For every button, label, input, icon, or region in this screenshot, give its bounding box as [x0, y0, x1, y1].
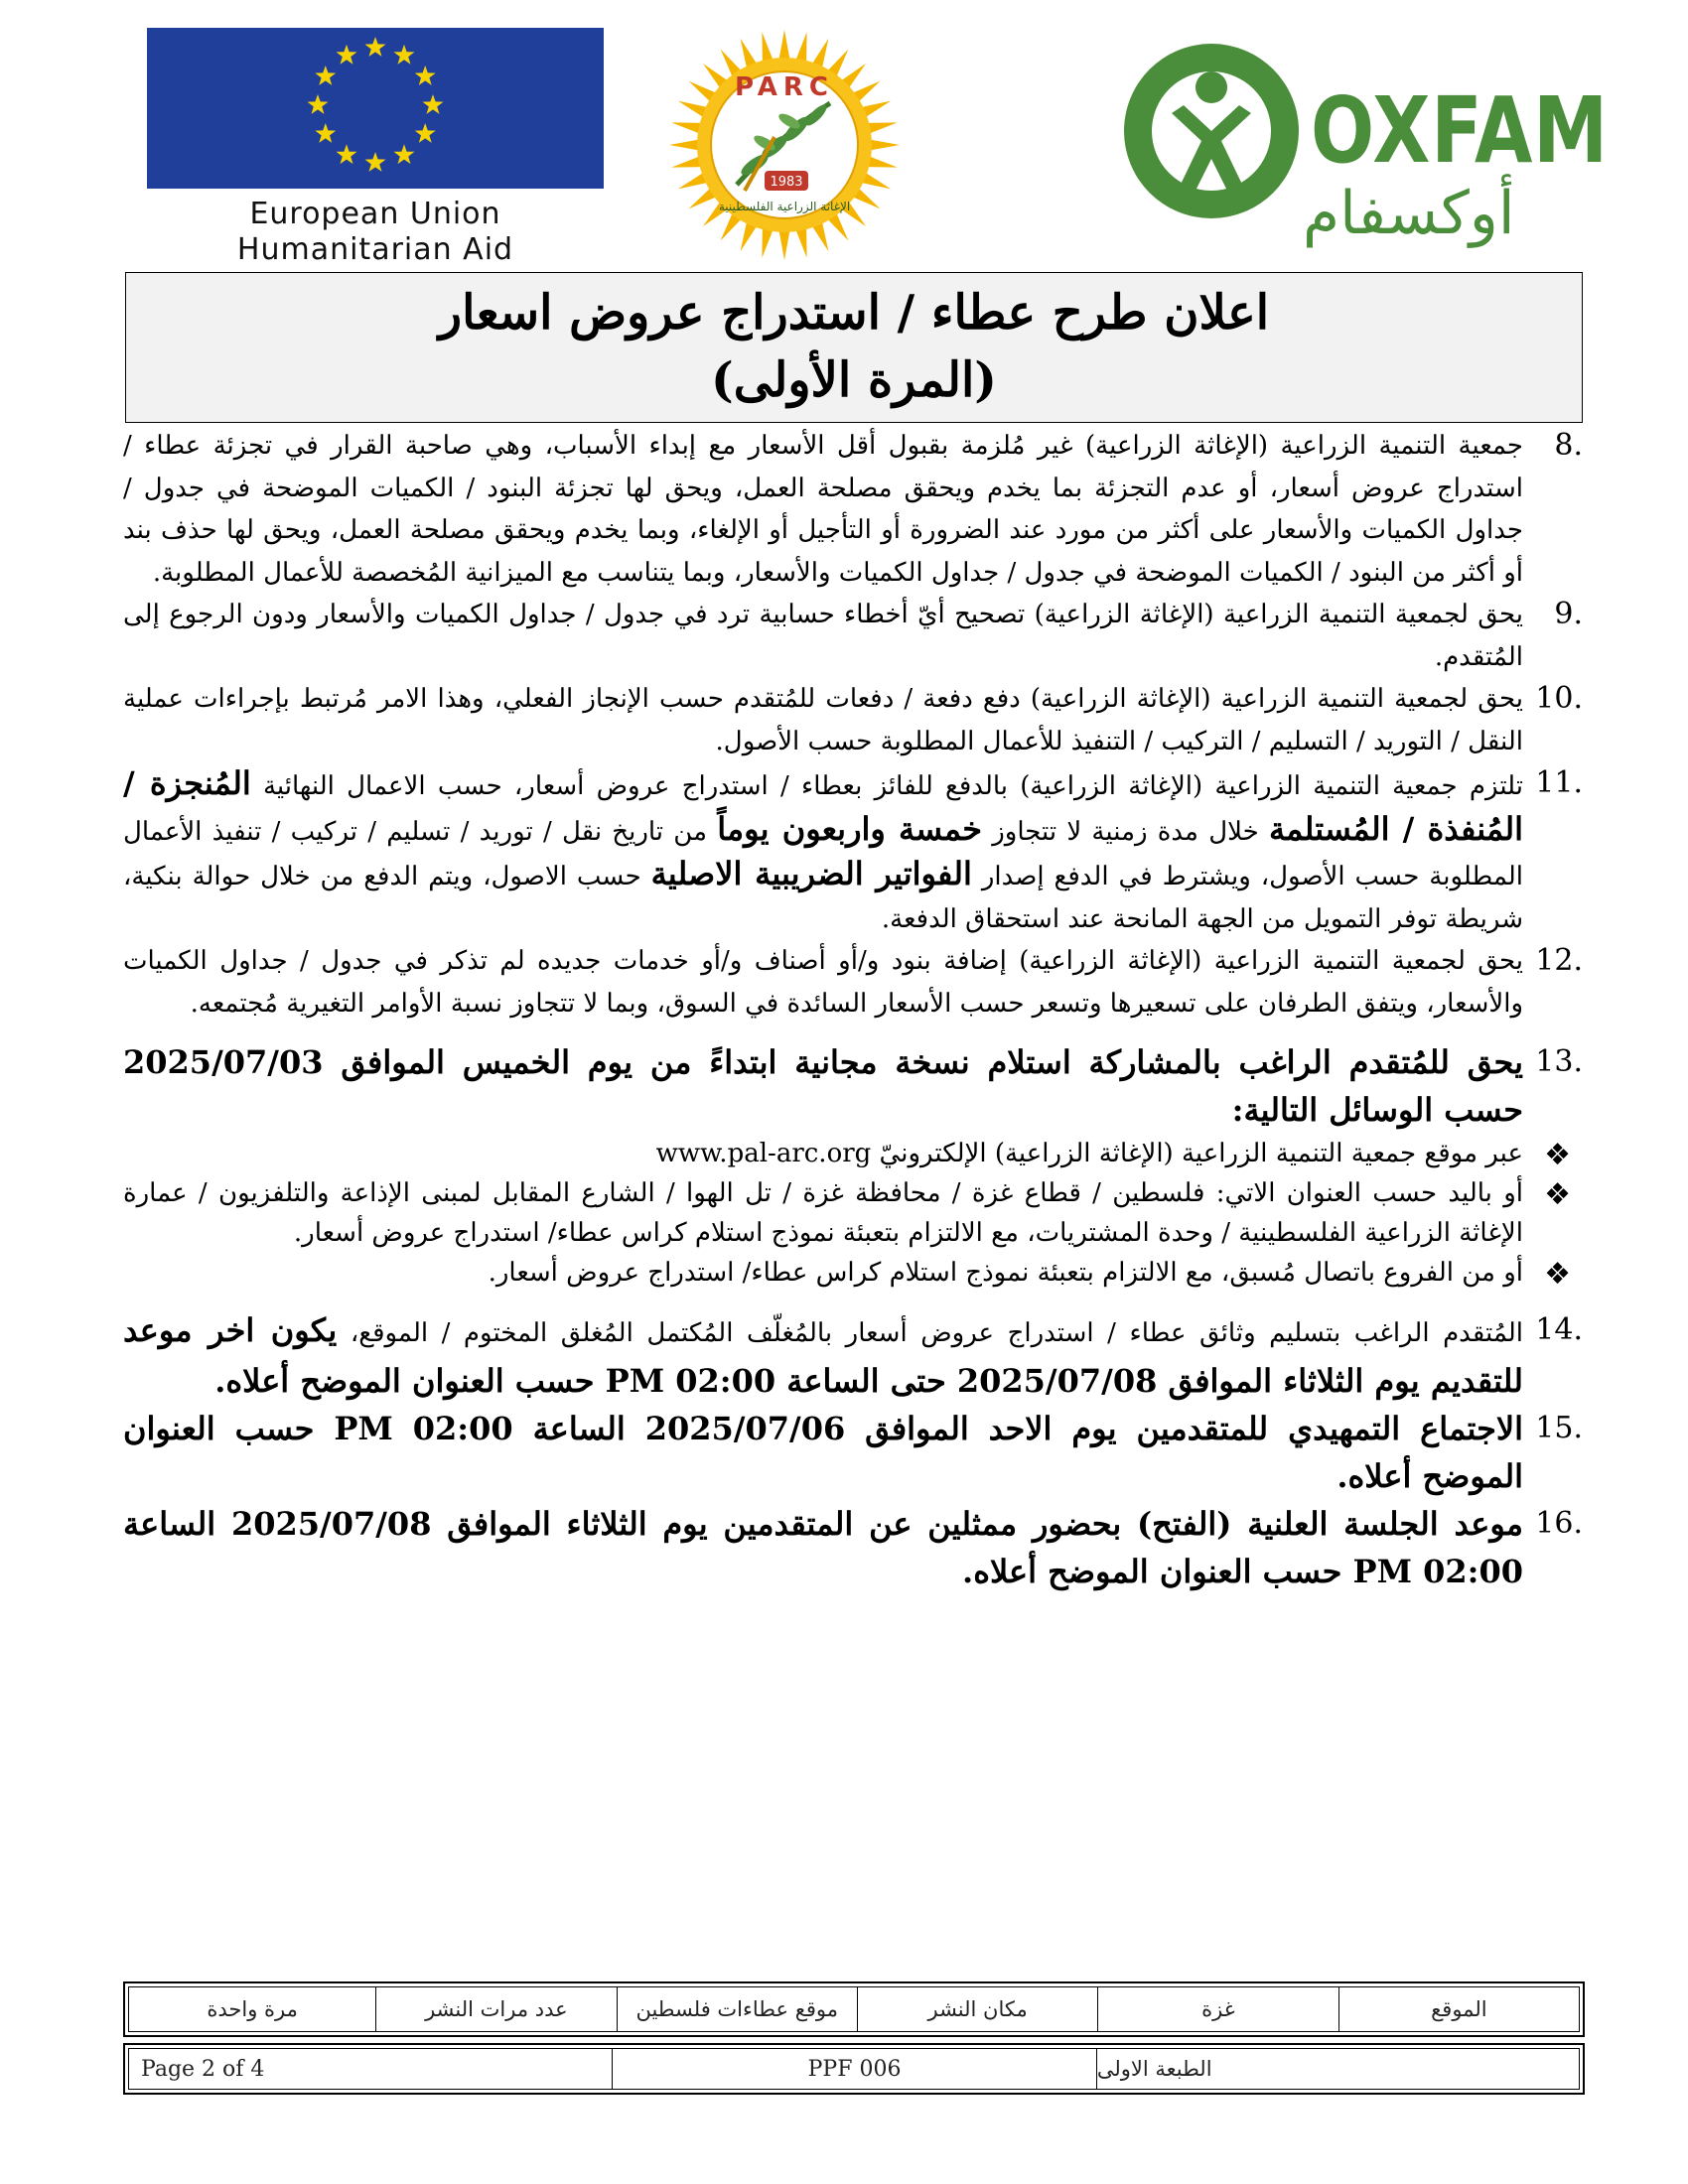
sun-ray-icon	[778, 30, 790, 62]
footer-cell: مرة واحدة	[207, 1997, 298, 2021]
logo-bar	[139, 20, 1610, 267]
eu-star-icon	[394, 144, 415, 164]
oxfam-logo	[1122, 32, 1610, 260]
term-text: الاجتماع التمهيدي للمتقدمين يوم الاحد الموافق 2025/07/06 الساعة 02:00 PM حسب العنوان الموضح أعلاه.	[123, 1410, 1524, 1495]
eu-humanitarian-aid-logo	[147, 28, 604, 268]
method-branches	[123, 1253, 1583, 1293]
eu-star-icon	[315, 66, 336, 85]
term-14	[123, 1306, 1583, 1405]
term-10	[123, 678, 1583, 762]
eu-logo-caption	[147, 197, 604, 268]
parc-logo	[626, 26, 943, 264]
term-number: 12.	[1535, 943, 1583, 978]
term-text: يحق لجمعية التنمية الزراعية (الإغاثة الزراعية) دفع دفعة / دفعات للمُتقدم حسب الإنجاز الفعلي، وهذا الامر مُرتبط بإجراءات عملية النقل / التوريد / التسليم / التركيب / التنفيذ للأعمال المطلوبة حسب الأصول.	[123, 684, 1523, 756]
diamond-bullet-icon: ❖	[1544, 1257, 1571, 1292]
eu-star-icon	[308, 94, 329, 114]
term-text: يحق للمُتقدم الراغب بالمشاركة استلام نسخة مجانية ابتداءً من يوم الخميس الموافق 2025/07/03 حسب الوسائل التالية:	[123, 1043, 1523, 1129]
announcement-subtitle: (المرة الأولى)	[710, 352, 997, 408]
sun-ray-icon	[868, 139, 900, 151]
form-code-cell: PPF 006	[612, 2049, 1096, 2089]
term-text: حسب الاصول، ويتم الدفع من خلال حوالة بنكية، شريطة توفر التمويل من الجهة المانحة عند استحقاق الدفعة.	[123, 862, 1523, 934]
term-12	[123, 940, 1583, 1024]
term-16	[123, 1500, 1583, 1595]
oxfam-wordmark: OXFAM	[1311, 77, 1610, 184]
term-text: موعد الجلسة العلنية (الفتح) بحضور ممثلين عن المتقدمين يوم الثلاثاء الموافق 2025/07/08 الساعة 02:00 PM حسب العنوان الموضح أعلاه.	[123, 1505, 1524, 1590]
document-info-table	[123, 2043, 1585, 2095]
publication-info-table	[123, 1981, 1585, 2037]
eu-star-icon	[415, 66, 436, 85]
eu-star-icon	[337, 45, 357, 65]
diamond-bullet-icon: ❖	[1544, 1177, 1571, 1212]
term-number: 11.	[1535, 765, 1583, 800]
term-text: يحق لجمعية التنمية الزراعية (الإغاثة الزراعية) إضافة بنود و/أو أصناف و/أو خدمات جديده لم تذكر في جدول / جداول الكميات والأسعار، ويتفق الطرفان على تسعيرها وتسعر حسب الأسعار السائدة في السوق، وبما لا تتجاوز نسبة الأوامر التغيرية مُجتمعه.	[123, 946, 1523, 1019]
footer-cell: مكان النشر	[857, 1987, 1097, 2031]
term-text: جمعية التنمية الزراعية (الإغاثة الزراعية) غير مُلزمة بقبول أقل الأسعار مع إبداء الأسباب، وهي صاحبة القرار في تجزئة عطاء / استدراج عروض أسعار، أو عدم التجزئة بما يخدم ويحقق مصلحة العمل، ويحق لها تجزئة البنود / الكميات الموضحة في جدول / جداول الكميات والأسعار على أكثر من مورد عند الضرورة أو التأجيل أو الإلغاء، وبما يخدم ويحقق مصلحة العمل، ويحق لها حذف بند أو أكثر من البنود / الكميات الموضحة في جدول / جداول الكميات والأسعار، وبما يتناسب مع الميزانية المُخصصة للأعمال المطلوبة.	[123, 431, 1523, 588]
announcement-title-box	[125, 272, 1583, 423]
eu-star-icon	[337, 144, 357, 164]
term-emphasis: يكون اخر موعد للتقديم يوم الثلاثاء الموافق 2025/07/08 حتى الساعة 02:00 PM حسب العنوان الموضح أعلاه.	[123, 1311, 1523, 1400]
terms-list	[123, 425, 1583, 1595]
eu-star-icon	[315, 123, 336, 143]
term-text: المُتقدم الراغب بتسليم وثائق عطاء / استدراج عروض أسعار بالمُغلّف المُكتمل المُغلق المختوم / الموقع،	[337, 1318, 1523, 1348]
method-text: أو من الفروع باتصال مُسبق، مع الالتزام بتعبئة نموذج استلام كراس عطاء/ استدراج عروض أسعار.	[488, 1258, 1523, 1288]
term-number: 13.	[1535, 1044, 1583, 1079]
term-11	[123, 762, 1583, 940]
method-by-hand	[123, 1173, 1583, 1253]
eu-star-icon	[394, 45, 415, 65]
term-emphasis: المُنجزة / المُنفذة / المُستلمة	[123, 764, 1524, 848]
footer-cell: موقع عطاءات فلسطين	[617, 1987, 857, 2031]
eu-caption-line1: European Union	[249, 197, 501, 231]
footer-cell: الموقع	[1338, 1987, 1579, 2031]
eu-star-icon	[365, 37, 386, 57]
term-number: 16.	[1535, 1506, 1583, 1541]
method-text: أو باليد حسب العنوان الاتي: فلسطين / قطاع غزة / محافظة غزة / تل الهوا / الشارع المقابل لمبنى الإذاعة والتلفزيون / عمارة الإغاثة الزراعية الفلسطينية / وحدة المشتريات، مع الالتزام بتعبئة نموذج استلام كراس عطاء/ استدراج عروض أسعار.	[123, 1178, 1523, 1248]
eu-star-icon	[423, 94, 444, 114]
term-number: 14.	[1535, 1312, 1583, 1347]
term-emphasis: الفواتير الضريبية الاصلية	[650, 855, 972, 892]
term-number: 9.	[1554, 597, 1583, 631]
edition-cell: الطبعة الاولى	[1096, 2049, 1579, 2089]
footer-cell: عدد مرات النشر	[375, 1987, 616, 2031]
term-text: من تاريخ نقل / توريد / تسليم / تركيب / تنفيذ الأعمال المطلوبة حسب الأصول، ويشترط في الدفع إصدار	[123, 816, 1523, 891]
term-15	[123, 1405, 1583, 1500]
eu-flag	[147, 28, 604, 189]
parc-sun-emblem-icon	[626, 26, 943, 264]
method-website	[123, 1134, 1583, 1173]
term-number: 8.	[1554, 428, 1583, 463]
oxfam-figure-icon	[1122, 32, 1301, 230]
term-emphasis: خمسة واربعون يوماً	[717, 809, 982, 848]
oxfam-arabic-wordmark: أوكسفام	[1303, 179, 1515, 248]
eu-star-icon	[415, 123, 436, 143]
term-number: 15.	[1535, 1411, 1583, 1445]
diamond-bullet-icon: ❖	[1544, 1138, 1571, 1172]
sun-ray-icon	[669, 139, 701, 151]
eu-caption-line2: Humanitarian Aid	[236, 232, 514, 267]
term-text: يحق لجمعية التنمية الزراعية (الإغاثة الزراعية) تصحيح أيّ أخطاء حسابية ترد في جدول / جداول الكميات والأسعار ودون الرجوع إلى المُتقدم.	[123, 600, 1523, 672]
svg-text:الإغاثة الزراعية الفلسطينية: الإغاثة الزراعية الفلسطينية	[718, 200, 851, 213]
term-text: خلال مدة زمنية لا تتجاوز	[981, 816, 1269, 847]
footer-cell: غزة	[1097, 1987, 1337, 2031]
svg-text:1983: 1983	[770, 175, 803, 190]
term-number: 10.	[1535, 681, 1583, 716]
term-8	[123, 425, 1583, 594]
eu-stars-icon	[147, 28, 604, 189]
method-text: عبر موقع جمعية التنمية الزراعية (الإغاثة الزراعية) الإلكترونيّ www.pal-arc.org	[655, 1139, 1523, 1168]
announcement-title: اعلان طرح عطاء / استدراج عروض اسعار	[438, 285, 1270, 341]
term-text: تلتزم جمعية التنمية الزراعية (الإغاثة الزراعية) بالدفع للفائز بعطاء / استدراج عروض أسعار، حسب الاعمال النهائية	[250, 771, 1524, 801]
page-number-cell: Page 2 of 4	[141, 2056, 265, 2082]
term-9	[123, 594, 1583, 678]
sun-ray-icon	[778, 228, 790, 260]
term-13	[123, 1038, 1583, 1134]
svg-text:PARC: PARC	[735, 72, 834, 102]
eu-star-icon	[365, 152, 386, 172]
